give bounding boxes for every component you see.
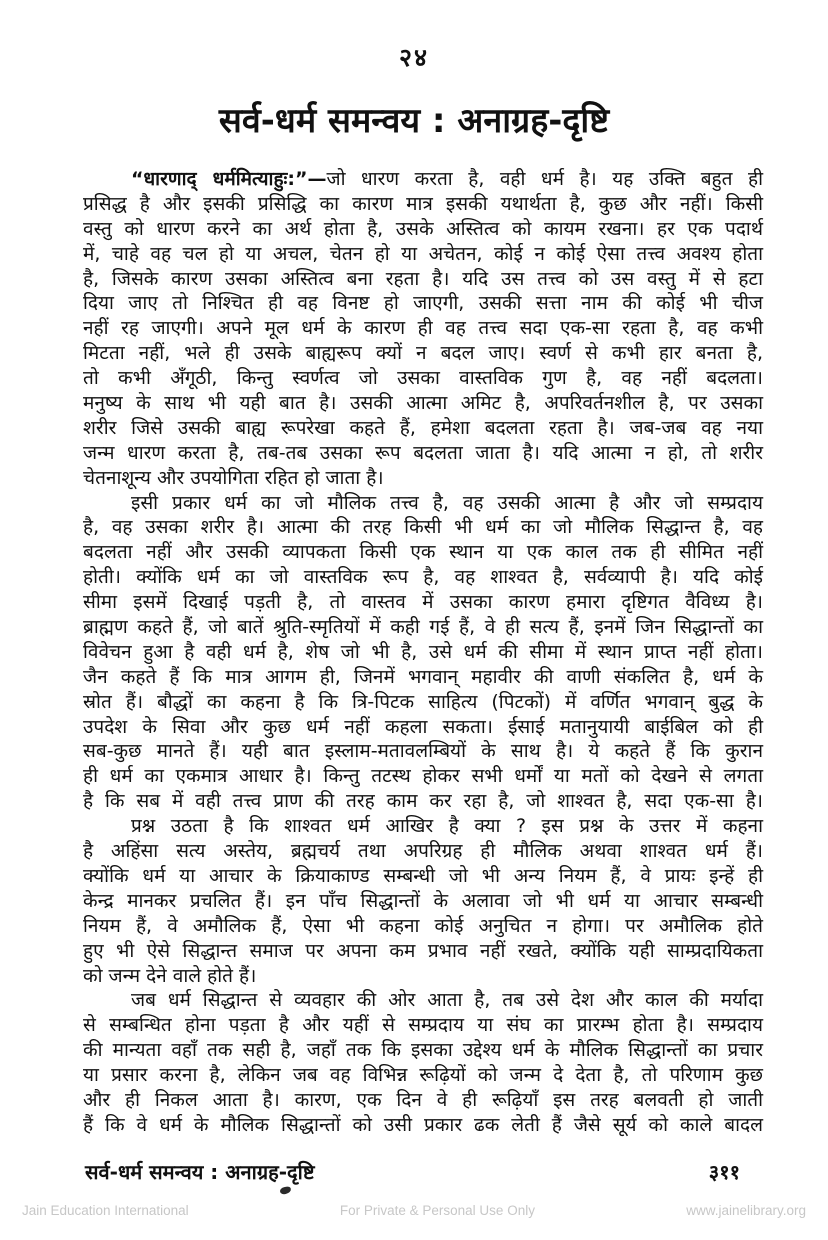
text-line: होती। क्योंकि धर्म का जो वास्तविक रूप है, वह शाश्वत है, सर्वव्यापी है। यदि कोई [83, 566, 763, 589]
page-title: सर्व-धर्म समन्वय : अनाग्रह-दृष्टि [218, 101, 610, 141]
text-line: शरीर जिसे उसकी बाह्य रूपरेखा कहते हैं, हमेशा बदलता रहता है। जब-जब वह नया [83, 416, 763, 439]
publisher-credit: Jain Education International [22, 1203, 189, 1218]
text-line: बदलता नहीं और उसकी व्यापकता किसी एक स्थान या एक काल तक ही सीमित नहीं [83, 541, 763, 564]
text-line: ही धर्म का एकमात्र आधार है। किन्तु तटस्थ होकर सभी धर्मों या मतों को देखने से लगता [83, 765, 763, 788]
text-line: क्योंकि धर्म या आचार के क्रियाकाण्ड सम्बन्धी जो भी अन्य नियम हैं, वे प्रायः इन्हें ही [83, 864, 763, 887]
text-line: विवेचन हुआ है वही धर्म है, शेष जो भी है, उसे धर्म की सीमा में स्थान प्राप्त नहीं होता। [83, 640, 763, 663]
text-line: सीमा इसमें दिखाई पड़ती है, तो वास्तव में उसका कारण हमारा दृष्टिगत वैविध्य है। [83, 591, 763, 614]
text-line: मिटता नहीं, भले ही उसके बाह्यरूप क्यों न बदल जाए। स्वर्ण से कभी हार बनता है, [83, 342, 763, 365]
page-number: ३११ [708, 1160, 740, 1184]
library-url: www.jainelibrary.org [686, 1203, 806, 1218]
text-line: प्रश्न उठता है कि शाश्वत धर्म आखिर है क्या ? इस प्रश्न के उत्तर में कहना [131, 815, 763, 838]
text-line: उपदेश के सिवा और कुछ धर्म नहीं कहला सकता। ईसाई मतानुयायी बाईबिल को ही [83, 715, 763, 738]
text-line: है, जिसके कारण उसका अस्तित्व बना रहता है। यदि उस तत्त्व को उस वस्तु में से हटा [83, 267, 763, 290]
paragraph [83, 814, 763, 988]
text-line: ब्राह्मण कहते हैं, जो बातें श्रुति-स्मृतियों में कही गई हैं, वे ही सत्य हैं, इनमें जिन सिद्धान्तों का [83, 616, 763, 639]
text-line: है अहिंसा सत्य अस्तेय, ब्रह्मचर्य तथा अपरिग्रह ही मौलिक अथवा शाश्वत धर्म हैं। [83, 840, 763, 863]
text-line: हुए भी ऐसे सिद्धान्त समाज पर अपना कम प्रभाव नहीं रखते, क्योंकि यही साम्प्रदायिकता [83, 939, 763, 962]
text-line: जब धर्म सिद्धान्त से व्यवहार की ओर आता है, तब उसे देश और काल की मर्यादा [131, 989, 763, 1012]
text-line: केन्द्र मानकर प्रचलित हैं। इन पाँच सिद्धान्तों के अलावा जो भी धर्म या आचार सम्बन्धी [83, 889, 763, 912]
paragraph [83, 167, 763, 491]
text-line: सब-कुछ मानते हैं। यही बात इस्लाम-मतावलम्बियों के साथ है। ये कहते हैं कि कुरान [83, 740, 763, 763]
text-line: प्रसिद्ध है और इसकी प्रसिद्धि का कारण मात्र इसकी यथार्थता है, कुछ और नहीं। किसी [83, 192, 763, 215]
text-line: तो कभी अँगूठी, किन्तु स्वर्णत्व जो उसका वास्तविक गुण है, वह नहीं बदलता। [83, 367, 763, 390]
text-line: जैन कहते हैं कि मात्र आगम ही, जिनमें भगवान् महावीर की वाणी संकलित है, धर्म के [83, 665, 763, 688]
text-line: इसी प्रकार धर्म का जो मौलिक तत्त्व है, वह उसकी आत्मा है और जो सम्प्रदाय [131, 491, 763, 514]
text-line: है कि सब में वही तत्त्व प्राण की तरह काम कर रहा है, जो शाश्वत है, सदा एक-सा है। [83, 790, 763, 813]
running-footer-title: सर्व-धर्म समन्वय : अनाग्रह-दृष्टि [85, 1160, 315, 1184]
text-line: हैं कि वे धर्म के मौलिक सिद्धान्तों को उसी प्रकार ढक लेती हैं जैसे सूर्य को काले बादल [83, 1113, 763, 1136]
text-line: “धारणाद् धर्ममित्याहुः:”—जो धारण करता है, वही धर्म है। यह उक्ति बहुत ही [131, 168, 763, 190]
ink-smudge-artifact [279, 1186, 291, 1195]
text-line: से सम्बन्धित होना पड़ता है और यहीं से सम्प्रदाय या संघ का प्रारम्भ होता है। सम्प्रदाय [83, 1014, 763, 1037]
text-line: नहीं रह जाएगी। अपने मूल धर्म के कारण ही वह तत्त्व सदा एक-सा रहता है, वह कभी [83, 317, 763, 340]
running-footer [85, 1158, 740, 1185]
body-text [83, 167, 763, 1138]
text-line: दिया जाए तो निश्चित ही वह विनष्ट हो जाएगी, उसकी सत्ता नाम की कोई भी चीज [83, 292, 763, 315]
usage-notice: For Private & Personal Use Only [339, 1203, 535, 1218]
text-line: नियम हैं, वे अमौलिक हैं, ऐसा भी कहना कोई अनुचित न होगा। पर अमौलिक होते [83, 914, 763, 937]
text-line: वस्तु को धारण करने का अर्थ होता है, उसके अस्तित्व को कायम रखना। हर एक पदार्थ [83, 217, 763, 240]
text-line: जन्म धारण करता है, तब-तब उसका रूप बदलता जाता है। यदि आत्मा न हो, तो शरीर [83, 441, 763, 464]
paragraph [83, 491, 763, 815]
bottom-bar [22, 1203, 806, 1218]
text-line: की मान्यता वहाँ तक सही है, जहाँ तक कि इसका उद्देश्य धर्म के मौलिक सिद्धान्तों का प्रचार [83, 1039, 763, 1062]
chapter-number: २४ [398, 43, 429, 72]
text-line: है, वह उसका शरीर है। आत्मा की तरह किसी भी धर्म का जो मौलिक सिद्धान्त है, वह [83, 516, 763, 539]
paragraph [83, 988, 763, 1137]
text-line: को जन्म देने वाले होते हैं। [83, 964, 257, 987]
text-line: मनुष्य के साथ भी यही बात है। उसकी आत्मा अमिट है, अपरिवर्तनशील है, पर उसका [83, 392, 763, 415]
text-line: और ही निकल आता है। कारण, एक दिन वे ही रूढ़ियाँ इस तरह बलवती हो जाती [83, 1088, 763, 1111]
text-line: में, चाहे वह चल हो या अचल, चेतन हो या अचेतन, कोई न कोई ऐसा तत्त्व अवश्य होता [83, 242, 763, 265]
text-line: स्रोत हैं। बौद्धों का कहना है कि त्रि-पिटक साहित्य (पिटकों) में वर्णित भगवान् बुद्ध के [83, 690, 763, 713]
text-line: चेतनाशून्य और उपयोगिता रहित हो जाता है। [83, 466, 384, 489]
text-line: या प्रसार करना है, लेकिन जब वह विभिन्न रूढ़ियों को जन्म दे देता है, तो परिणाम कुछ [83, 1064, 763, 1087]
